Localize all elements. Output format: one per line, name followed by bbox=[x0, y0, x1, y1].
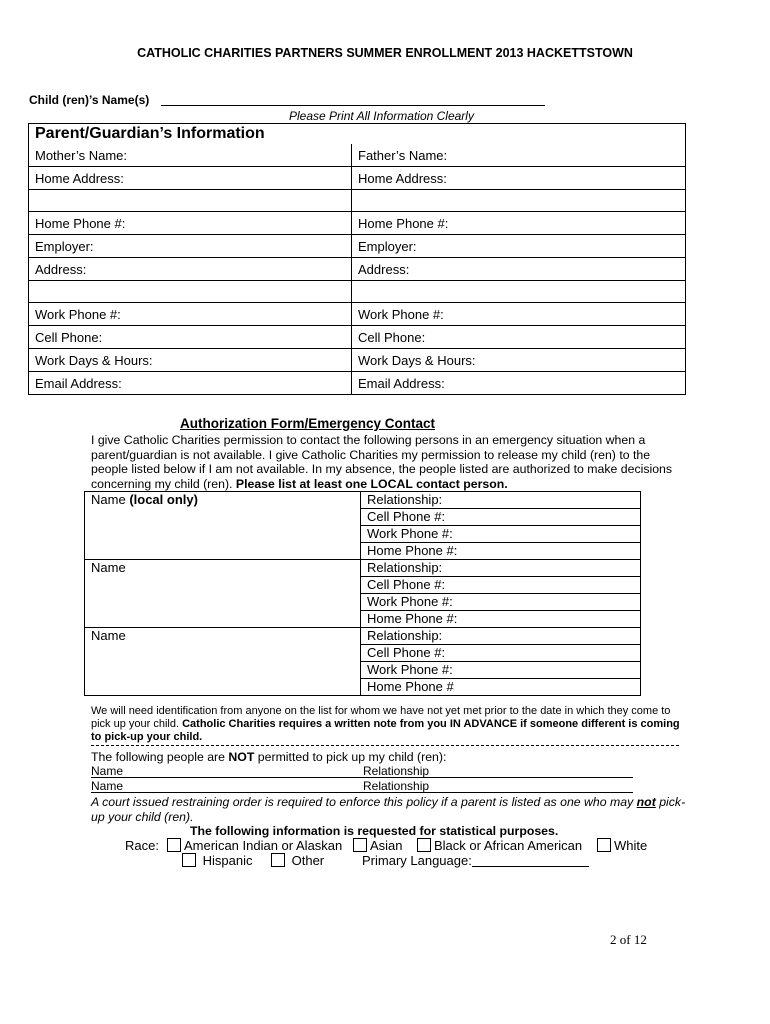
contact-3-relationship-field[interactable]: Relationship: bbox=[361, 628, 641, 645]
father-work-phone-field[interactable]: Work Phone #: bbox=[352, 303, 686, 326]
father-home-phone-field[interactable]: Home Phone #: bbox=[352, 212, 686, 235]
contact-2-relationship-field[interactable]: Relationship: bbox=[361, 560, 641, 577]
contact-2-name-field[interactable]: Name bbox=[85, 560, 361, 628]
child-name-field[interactable] bbox=[161, 105, 545, 106]
contact-3-work-field[interactable]: Work Phone #: bbox=[361, 662, 641, 679]
contact-1-home-field[interactable]: Home Phone #: bbox=[361, 543, 641, 560]
mother-work-phone-field[interactable]: Work Phone #: bbox=[29, 303, 352, 326]
father-address-line2[interactable] bbox=[352, 190, 686, 212]
dashed-divider bbox=[91, 745, 679, 746]
contact-2-cell-field[interactable]: Cell Phone #: bbox=[361, 577, 641, 594]
auth-paragraph bbox=[91, 433, 681, 491]
primary-language-label: Primary Language: bbox=[362, 853, 472, 868]
white-label: White bbox=[614, 838, 648, 853]
child-name-label: Child (ren)’s Name(s) bbox=[29, 93, 150, 107]
print-note: Please Print All Information Clearly bbox=[289, 109, 474, 123]
mother-employer-address-field[interactable]: Address: bbox=[29, 258, 352, 281]
father-name-field[interactable]: Father’s Name: bbox=[352, 144, 686, 167]
court-text-a: A court issued restraining order is required to enforce this policy if a parent is listed as one who may bbox=[91, 795, 637, 809]
contact-name-label: Name bbox=[91, 492, 126, 507]
father-employer-address-line2[interactable] bbox=[352, 281, 686, 303]
mother-home-address-field[interactable]: Home Address: bbox=[29, 167, 352, 190]
emergency-contact-table bbox=[84, 491, 641, 696]
court-order-note bbox=[91, 795, 691, 825]
father-email-field[interactable]: Email Address: bbox=[352, 372, 686, 395]
contact-3-home-field[interactable]: Home Phone # bbox=[361, 679, 641, 696]
race-option-asian[interactable] bbox=[353, 838, 403, 853]
contact-2-work-field[interactable]: Work Phone #: bbox=[361, 594, 641, 611]
statistics-title: The following information is requested for statistical purposes. bbox=[190, 824, 559, 838]
mother-address-line2[interactable] bbox=[29, 190, 352, 212]
race-option-other[interactable] bbox=[271, 853, 324, 868]
other-label: Other bbox=[291, 853, 325, 868]
local-only-label: (local only) bbox=[129, 492, 198, 507]
not-permitted-text-b: permitted to pick up my child (ren): bbox=[254, 750, 447, 764]
not-permitted-relationship-2[interactable]: Relationship bbox=[363, 779, 430, 793]
contact-3-name-field[interactable]: Name bbox=[85, 628, 361, 696]
contact-2-home-field[interactable]: Home Phone #: bbox=[361, 611, 641, 628]
father-employer-address-field[interactable]: Address: bbox=[352, 258, 686, 281]
black-label: Black or African American bbox=[434, 838, 583, 853]
mother-email-field[interactable]: Email Address: bbox=[29, 372, 352, 395]
contact-1-work-field[interactable]: Work Phone #: bbox=[361, 526, 641, 543]
checkbox-other[interactable] bbox=[271, 853, 285, 867]
auth-section-title: Authorization Form/Emergency Contact bbox=[180, 416, 436, 431]
mother-employer-address-line2[interactable] bbox=[29, 281, 352, 303]
mother-cell-phone-field[interactable]: Cell Phone: bbox=[29, 326, 352, 349]
not-permitted-bold: NOT bbox=[228, 750, 255, 764]
court-text-b: pick-up your child (ren). bbox=[91, 795, 686, 824]
checkbox-black[interactable] bbox=[417, 838, 431, 852]
american-indian-label: American Indian or Alaskan bbox=[184, 838, 343, 853]
asian-label: Asian bbox=[370, 838, 403, 853]
father-cell-phone-field[interactable]: Cell Phone: bbox=[352, 326, 686, 349]
checkbox-white[interactable] bbox=[597, 838, 611, 852]
not-permitted-line-1 bbox=[91, 777, 633, 778]
race-option-hispanic[interactable] bbox=[182, 853, 252, 868]
not-permitted-intro bbox=[91, 750, 446, 764]
race-option-white[interactable] bbox=[597, 838, 647, 853]
mother-work-days-field[interactable]: Work Days & Hours: bbox=[29, 349, 352, 372]
court-not-emphasis: not bbox=[636, 795, 656, 809]
not-permitted-relationship-1[interactable]: Relationship bbox=[363, 764, 430, 778]
form-title: CATHOLIC CHARITIES PARTNERS SUMMER ENROLLMENT 2013 HACKETTSTOWN bbox=[137, 46, 633, 60]
mother-name-field[interactable]: Mother’s Name: bbox=[29, 144, 352, 167]
page-number: 2 of 12 bbox=[610, 932, 647, 947]
mother-employer-field[interactable]: Employer: bbox=[29, 235, 352, 258]
primary-language-field[interactable] bbox=[472, 866, 589, 867]
auth-paragraph-text: I give Catholic Charities permission to contact the following persons in an emergency situation when a parent/guardian is not available. I give Catholic Charities my permission to release my child (ren) to the people listed below if I am not available. In my absence, the people listed are authorized to make decisions concerning my child (ren). bbox=[91, 433, 673, 491]
race-option-black[interactable] bbox=[417, 838, 582, 853]
parent-guardian-table bbox=[28, 123, 686, 395]
hispanic-label: Hispanic bbox=[202, 853, 253, 868]
not-permitted-name-1[interactable]: Name bbox=[91, 764, 124, 778]
contact-1-relationship-field[interactable]: Relationship: bbox=[361, 492, 641, 509]
not-permitted-name-2[interactable]: Name bbox=[91, 779, 124, 793]
checkbox-american-indian[interactable] bbox=[167, 838, 181, 852]
race-label: Race: bbox=[125, 838, 159, 853]
mother-home-phone-field[interactable]: Home Phone #: bbox=[29, 212, 352, 235]
father-work-days-field[interactable]: Work Days & Hours: bbox=[352, 349, 686, 372]
contact-1-name-field[interactable] bbox=[85, 492, 361, 560]
identification-note bbox=[91, 705, 681, 744]
contact-3-cell-field[interactable]: Cell Phone #: bbox=[361, 645, 641, 662]
contact-1-cell-field[interactable]: Cell Phone #: bbox=[361, 509, 641, 526]
id-note-bold: Catholic Charities requires a written note from you IN ADVANCE if someone different is coming to pick-up your child. bbox=[91, 718, 680, 743]
race-option-american-indian[interactable] bbox=[167, 838, 342, 853]
not-permitted-line-2 bbox=[91, 792, 633, 793]
checkbox-hispanic[interactable] bbox=[182, 853, 196, 867]
not-permitted-text-a: The following people are bbox=[91, 750, 229, 764]
father-home-address-field[interactable]: Home Address: bbox=[352, 167, 686, 190]
checkbox-asian[interactable] bbox=[353, 838, 367, 852]
auth-paragraph-bold: Please list at least one LOCAL contact person. bbox=[235, 476, 508, 491]
parent-section-title: Parent/Guardian’s Information bbox=[29, 124, 686, 145]
father-employer-field[interactable]: Employer: bbox=[352, 235, 686, 258]
id-note-text: We will need identification from anyone on the list for whom we have not yet met prior to the date in which they come to pick up your child. bbox=[91, 705, 671, 730]
